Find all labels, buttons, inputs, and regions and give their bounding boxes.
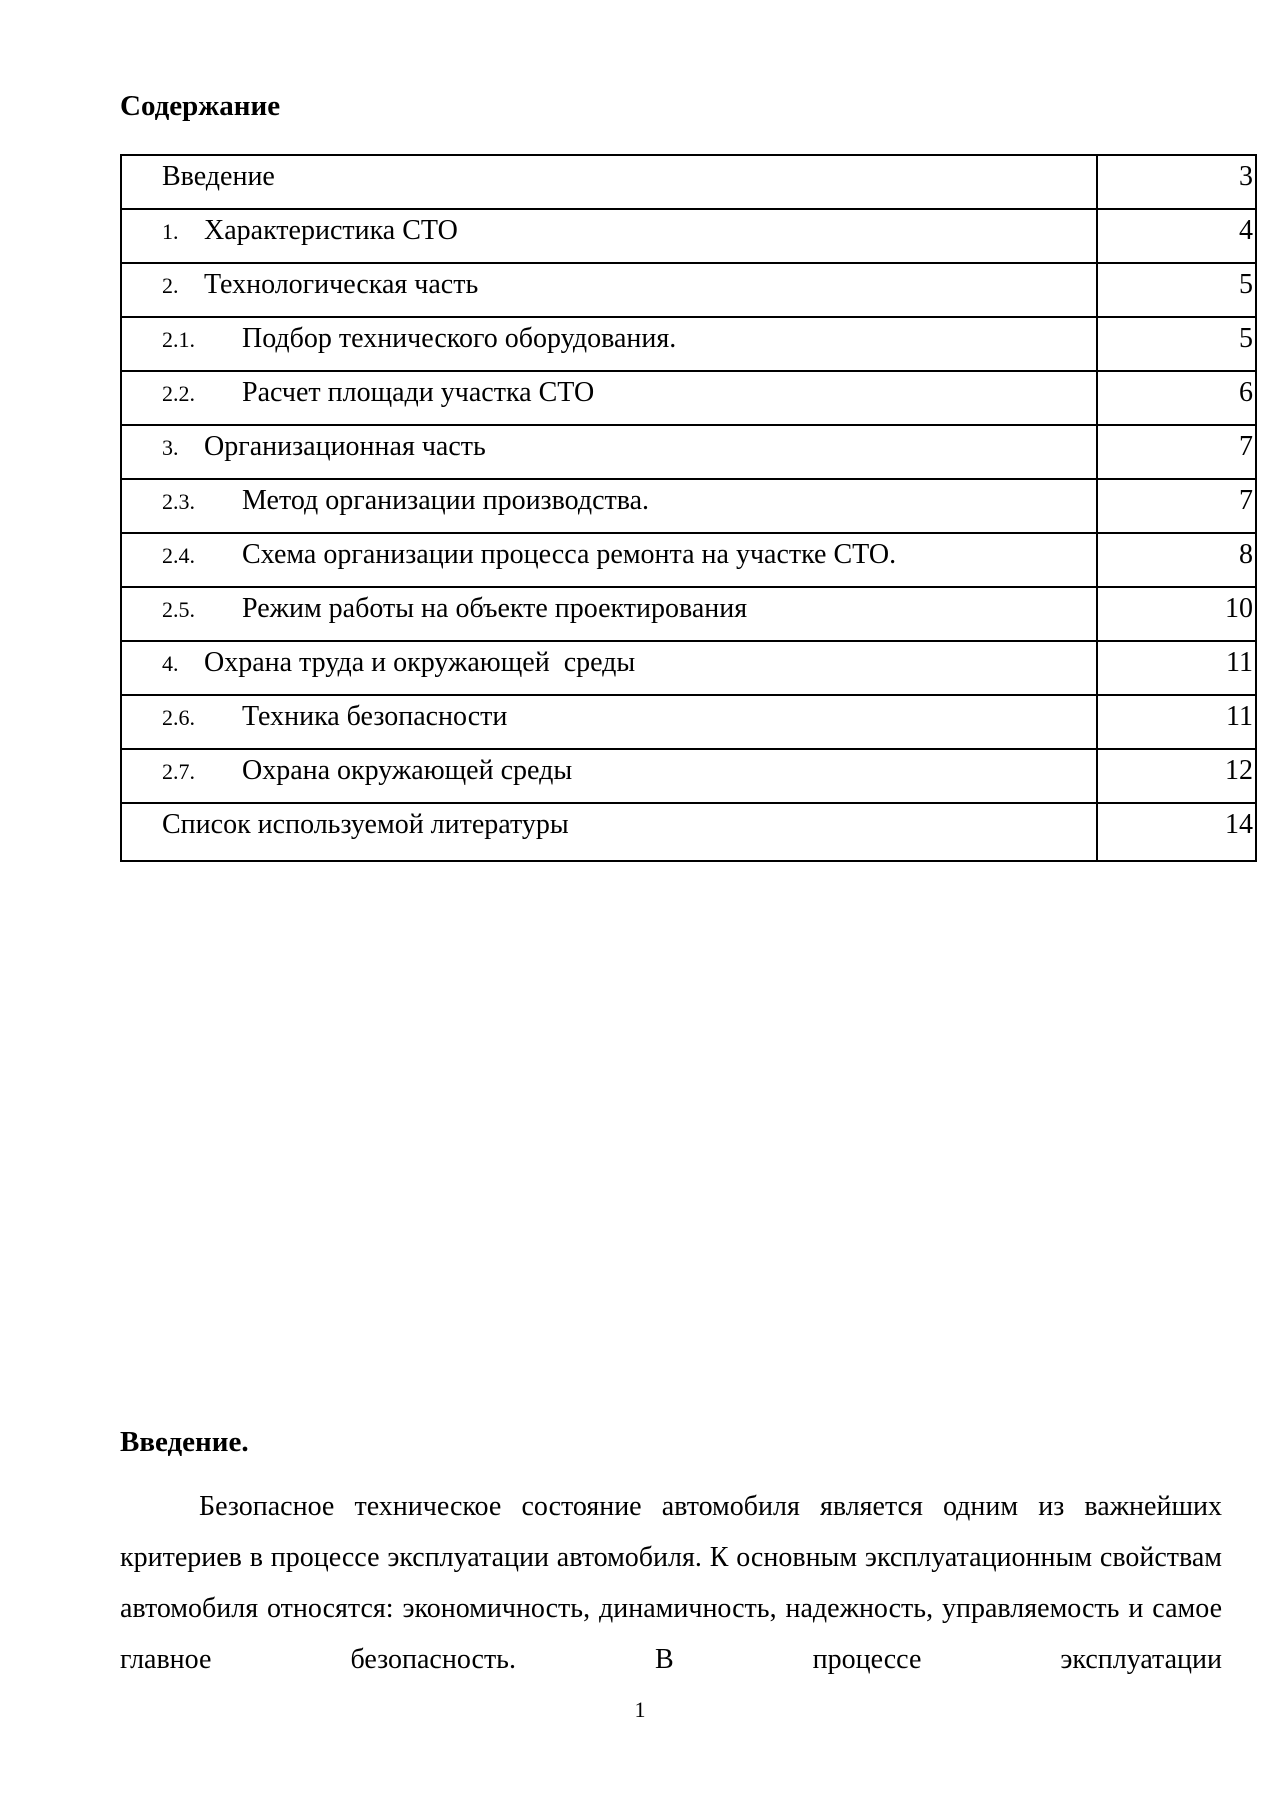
toc-item-number: 2.3. <box>162 489 195 514</box>
toc-item-title: Подбор технического оборудования. <box>242 323 677 354</box>
toc-item-title: Режим работы на объекте проектирования <box>242 593 748 624</box>
toc-page-number: 4 <box>1097 209 1256 263</box>
toc-title-cell <box>121 479 1097 533</box>
toc-item-title: Список используемой литературы <box>162 809 569 840</box>
toc-title-cell <box>121 803 1097 861</box>
toc-page-number: 10 <box>1097 587 1256 641</box>
toc-item-number: 2.6. <box>162 705 195 730</box>
toc-item-title: Схема организации процесса ремонта на участке СТО. <box>242 539 897 570</box>
toc-item-title: Организационная часть <box>204 431 486 462</box>
toc-row <box>121 209 1256 263</box>
toc-row <box>121 371 1256 425</box>
toc-title-cell <box>121 587 1097 641</box>
toc-page-number: 6 <box>1097 371 1256 425</box>
toc-row <box>121 695 1256 749</box>
toc-row <box>121 533 1256 587</box>
toc-item-number: 2.5. <box>162 597 195 622</box>
toc-title-cell <box>121 155 1097 209</box>
intro-heading: Введение. <box>120 1426 249 1458</box>
toc-item-title: Охрана труда и окружающей среды <box>204 647 636 678</box>
toc-page-number: 12 <box>1097 749 1256 803</box>
toc-page-number: 11 <box>1097 695 1256 749</box>
toc-title-cell <box>121 371 1097 425</box>
toc-item-title: Технологическая часть <box>204 269 479 300</box>
toc-row <box>121 641 1256 695</box>
toc-item-number: 2.2. <box>162 381 195 406</box>
page-number: 1 <box>634 1697 646 1722</box>
toc-row <box>121 803 1256 861</box>
toc-item-number: 1. <box>162 219 179 244</box>
toc-page-number: 11 <box>1097 641 1256 695</box>
toc-page-number: 3 <box>1097 155 1256 209</box>
toc-title-cell <box>121 533 1097 587</box>
toc-page-number: 7 <box>1097 479 1256 533</box>
toc-title-cell <box>121 641 1097 695</box>
toc-item-number: 4. <box>162 651 179 676</box>
toc-row <box>121 587 1256 641</box>
toc-item-number: 2. <box>162 273 179 298</box>
toc-row <box>121 479 1256 533</box>
toc-item-number: 3. <box>162 435 179 460</box>
toc-row <box>121 425 1256 479</box>
toc-page-number: 14 <box>1097 803 1256 861</box>
toc-item-number: 2.7. <box>162 759 195 784</box>
toc-item-title: Техника безопасности <box>242 701 508 732</box>
toc-row <box>121 263 1256 317</box>
toc-title-cell <box>121 209 1097 263</box>
toc-item-number: 2.4. <box>162 543 195 568</box>
toc-item-title: Охрана окружающей среды <box>242 755 573 786</box>
toc-item-title: Характеристика СТО <box>204 215 458 246</box>
toc-page-number: 7 <box>1097 425 1256 479</box>
toc-row <box>121 317 1256 371</box>
toc-row <box>121 749 1256 803</box>
toc-title-cell <box>121 749 1097 803</box>
toc-row <box>121 155 1256 209</box>
toc-title-cell <box>121 317 1097 371</box>
toc-page-number: 8 <box>1097 533 1256 587</box>
toc-page-number: 5 <box>1097 317 1256 371</box>
toc-table <box>120 154 1257 862</box>
toc-title-cell <box>121 695 1097 749</box>
toc-page-number: 5 <box>1097 263 1256 317</box>
toc-item-title: Введение <box>162 161 275 192</box>
toc-heading: Содержание <box>120 90 281 122</box>
toc-item-title: Метод организации производства. <box>242 485 650 516</box>
toc-item-number: 2.1. <box>162 327 195 352</box>
toc-title-cell <box>121 263 1097 317</box>
toc-title-cell <box>121 425 1097 479</box>
toc-item-title: Расчет площади участка СТО <box>242 377 595 408</box>
intro-paragraph: Безопасное техническое состояние автомобиля является одним из важнейших критериев в процессе эксплуатации автомобиля. К основным эксплуатационным свойствам автомобиля относятся: экономичность, динамичность, надежность, управляемость и самое главное безопасность. В процессе эксплуатации <box>120 1491 1222 1675</box>
